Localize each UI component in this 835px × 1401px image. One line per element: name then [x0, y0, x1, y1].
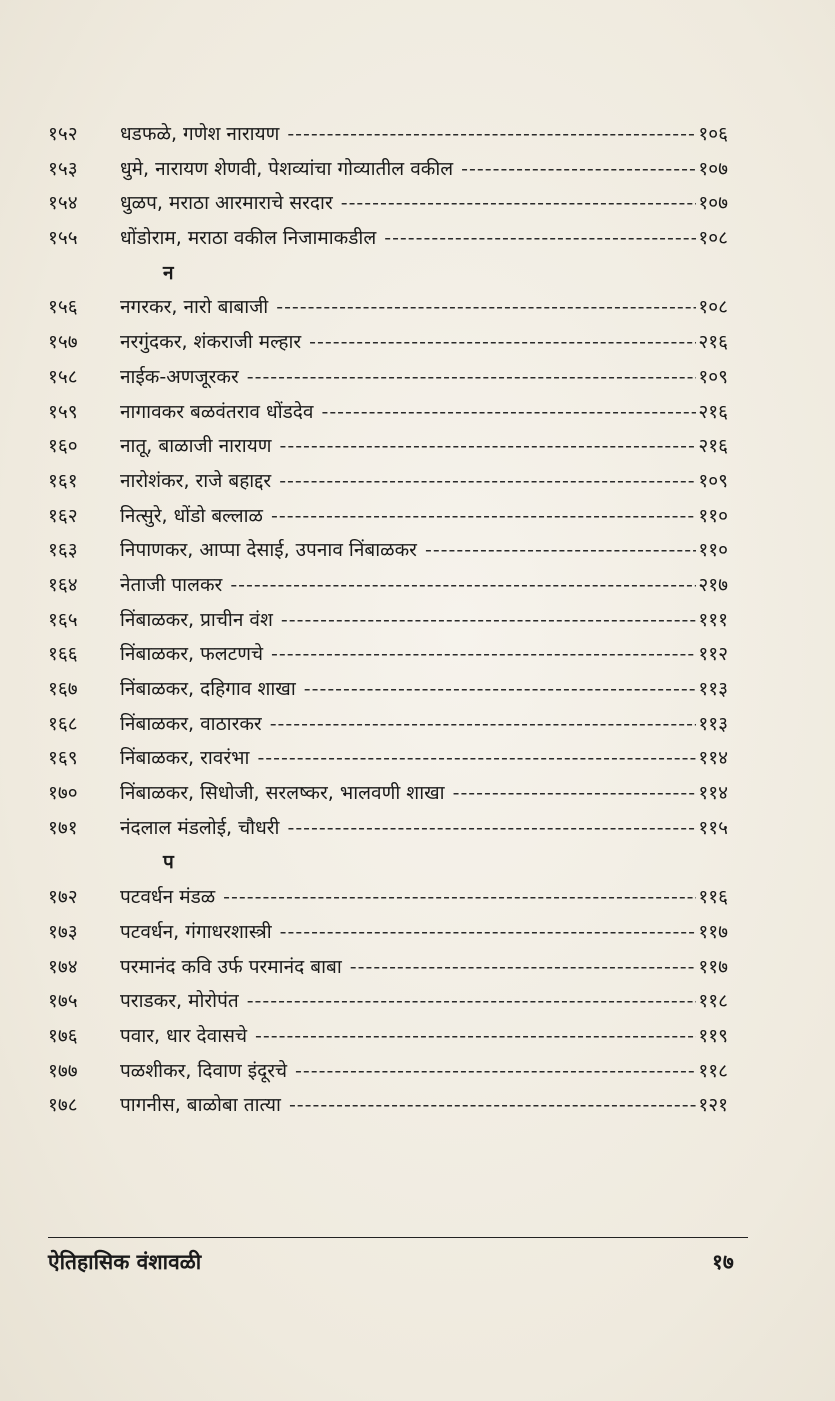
entry-page-number: २१७	[698, 573, 728, 596]
index-entry	[48, 603, 728, 638]
entry-title: पवार, धार देवासचे	[120, 1024, 248, 1047]
entry-title: नेताजी पालकर	[120, 573, 223, 596]
entry-title: नारोशंकर, राजे बहाद्दर	[120, 469, 272, 492]
index-entry	[48, 776, 728, 811]
dot-leader	[304, 672, 697, 707]
entry-number: १६९	[48, 747, 78, 770]
entry-page-number: १०९	[698, 469, 728, 492]
entry-title: धुमे, नारायण शेणवी, पेशव्यांचा गोव्यातील वकील	[120, 157, 454, 180]
dot-leader	[287, 117, 696, 152]
index-entry	[48, 221, 728, 256]
entry-page-number: ११६	[698, 886, 728, 909]
entry-title: पटवर्धन मंडळ	[120, 886, 216, 909]
entry-title: नरगुंदकर, शंकराजी मल्हार	[120, 331, 302, 354]
entry-number: १५९	[48, 400, 78, 423]
index-entry	[48, 707, 728, 742]
entry-number: १६६	[48, 643, 78, 666]
entry-title: निंबाळकर, प्राचीन वंश	[120, 608, 273, 631]
dot-leader	[461, 152, 696, 187]
entry-page-number: ११७	[698, 920, 728, 943]
entry-page-number: ११४	[698, 782, 728, 805]
dot-leader	[276, 290, 696, 325]
entry-page-number: १०७	[698, 157, 728, 180]
entry-page-number: १०८	[698, 227, 728, 250]
entry-title: धोंडोराम, मराठा वकील निजामाकडील	[120, 227, 377, 250]
entry-page-number: १०७	[698, 192, 728, 215]
entry-number: १७६	[48, 1024, 78, 1047]
dot-leader	[321, 395, 696, 430]
entry-number: १५५	[48, 227, 78, 250]
entry-page-number: १११	[698, 608, 728, 631]
entry-number: १५४	[48, 192, 78, 215]
index-entry	[48, 880, 728, 915]
entry-number: १७५	[48, 990, 78, 1013]
index-entry	[48, 429, 728, 464]
entry-page-number: ११८	[698, 1059, 728, 1082]
dot-leader	[287, 811, 696, 846]
entry-title: पागनीस, बाळोबा तात्या	[120, 1094, 281, 1117]
entry-number: १७३	[48, 920, 78, 943]
entry-page-number: ११३	[698, 712, 728, 735]
entry-title: निंबाळकर, सिधोजी, सरलष्कर, भालवणी शाखा	[120, 782, 445, 805]
entry-page-number: २१६	[698, 400, 728, 423]
dot-leader	[247, 984, 697, 1019]
entry-page-number: १२१	[698, 1094, 728, 1117]
entries-group-pa	[48, 880, 728, 1123]
section-heading-na: न	[163, 261, 174, 284]
index-entry	[48, 741, 728, 776]
index-entry	[48, 117, 728, 152]
dot-leader	[247, 360, 697, 395]
footer-book-title: ऐतिहासिक वंशावळी	[48, 1250, 202, 1274]
index-entry	[48, 811, 728, 846]
index-entries	[48, 117, 728, 1123]
dot-leader	[279, 429, 696, 464]
index-entry	[48, 395, 728, 430]
entry-page-number: ११३	[698, 678, 728, 700]
entry-number: १७४	[48, 955, 78, 978]
dot-leader	[279, 464, 696, 499]
entry-title: नातू, बाळाजी नारायण	[120, 435, 272, 458]
entry-page-number: ११८	[698, 990, 728, 1013]
entry-page-number: ११५	[698, 816, 728, 839]
entries-group-dha	[48, 117, 728, 256]
index-entry	[48, 568, 728, 603]
entry-title: निपाणकर, आप्पा देसाई, उपनाव निंबाळकर	[120, 539, 417, 562]
dot-leader	[453, 776, 697, 811]
entry-number: १६३	[48, 539, 78, 562]
dot-leader	[384, 221, 696, 256]
dot-leader	[271, 637, 696, 672]
entry-number: १७८	[48, 1094, 78, 1117]
index-entry	[48, 360, 728, 395]
entry-page-number: २१६	[698, 435, 728, 458]
dot-leader	[255, 1019, 696, 1054]
entry-page-number: १०६	[698, 123, 728, 145]
entry-title: निंबाळकर, वाठारकर	[120, 712, 262, 735]
entries-group-na	[48, 290, 728, 845]
entry-page-number: २१६	[698, 331, 728, 354]
index-entry	[48, 915, 728, 950]
entry-number: १७७	[48, 1059, 78, 1082]
entry-number: १६८	[48, 712, 78, 735]
index-entry	[48, 186, 728, 221]
dot-leader	[341, 186, 697, 221]
entry-title: पराडकर, मोरोपंत	[120, 990, 239, 1013]
index-entry	[48, 672, 728, 707]
dot-leader	[350, 950, 697, 985]
entry-number: १६७	[48, 678, 78, 700]
dot-leader	[223, 880, 696, 915]
section-heading-pa: प	[163, 851, 174, 874]
entry-page-number: ११४	[698, 747, 728, 770]
entry-title: नित्सुरे, धोंडो बल्लाळ	[120, 504, 263, 527]
entry-title: निंबाळकर, दहिगाव शाखा	[120, 678, 296, 700]
dot-leader	[289, 1088, 696, 1123]
entry-title: नाईक-अणजूरकर	[120, 365, 239, 388]
entry-number: १७०	[48, 782, 78, 805]
dot-leader	[295, 1054, 696, 1089]
entry-number: १६४	[48, 573, 78, 596]
entry-number: १५२	[48, 123, 78, 145]
entry-page-number: १०९	[698, 365, 728, 388]
dot-leader	[425, 533, 696, 568]
entry-number: १५३	[48, 157, 78, 180]
index-entry	[48, 1054, 728, 1089]
entry-page-number: ११७	[698, 955, 728, 978]
index-entry	[48, 152, 728, 187]
entry-page-number: ११९	[698, 1024, 728, 1047]
entry-title: धडफळे, गणेश नारायण	[120, 123, 280, 145]
index-entry	[48, 499, 728, 534]
entry-title: नंदलाल मंडलोई, चौधरी	[120, 816, 280, 839]
entry-number: १७१	[48, 816, 78, 839]
entry-page-number: ११०	[698, 504, 728, 527]
entry-title: नागावकर बळवंतराव धोंडदेव	[120, 400, 314, 423]
index-entry	[48, 290, 728, 325]
entry-title: नगरकर, नारो बाबाजी	[120, 296, 269, 319]
entry-page-number: १०८	[698, 296, 728, 319]
dot-leader	[281, 603, 696, 638]
index-entry	[48, 984, 728, 1019]
dot-leader	[270, 707, 697, 742]
index-entry	[48, 325, 728, 360]
dot-leader	[230, 568, 696, 603]
footer-divider	[48, 1237, 748, 1238]
entry-title: निंबाळकर, फलटणचे	[120, 643, 264, 666]
entry-number: १५७	[48, 331, 78, 354]
footer-page-number: १७	[712, 1250, 734, 1274]
entry-page-number: ११०	[698, 539, 728, 562]
dot-leader	[271, 499, 696, 534]
dot-leader	[257, 741, 696, 776]
index-entry	[48, 464, 728, 499]
entry-title: पटवर्धन, गंगाधरशास्त्री	[120, 920, 272, 943]
entry-title: परमानंद कवि उर्फ परमानंद बाबा	[120, 955, 342, 978]
entry-page-number: ११२	[698, 643, 728, 666]
entry-title: निंबाळकर, रावरंभा	[120, 747, 250, 770]
entry-number: १५८	[48, 365, 78, 388]
entry-number: १५६	[48, 296, 78, 319]
entry-number: १६१	[48, 469, 78, 492]
entry-number: १७२	[48, 886, 78, 909]
index-entry	[48, 533, 728, 568]
dot-leader	[309, 325, 696, 360]
dot-leader	[280, 915, 697, 950]
entry-title: पळशीकर, दिवाण इंदूरचे	[120, 1059, 288, 1082]
index-entry	[48, 1088, 728, 1123]
index-entry	[48, 637, 728, 672]
entry-number: १६०	[48, 435, 78, 458]
entry-title: धुळप, मराठा आरमाराचे सरदार	[120, 192, 333, 215]
index-entry	[48, 1019, 728, 1054]
index-entry	[48, 950, 728, 985]
entry-number: १६२	[48, 504, 78, 527]
entry-number: १६५	[48, 608, 78, 631]
